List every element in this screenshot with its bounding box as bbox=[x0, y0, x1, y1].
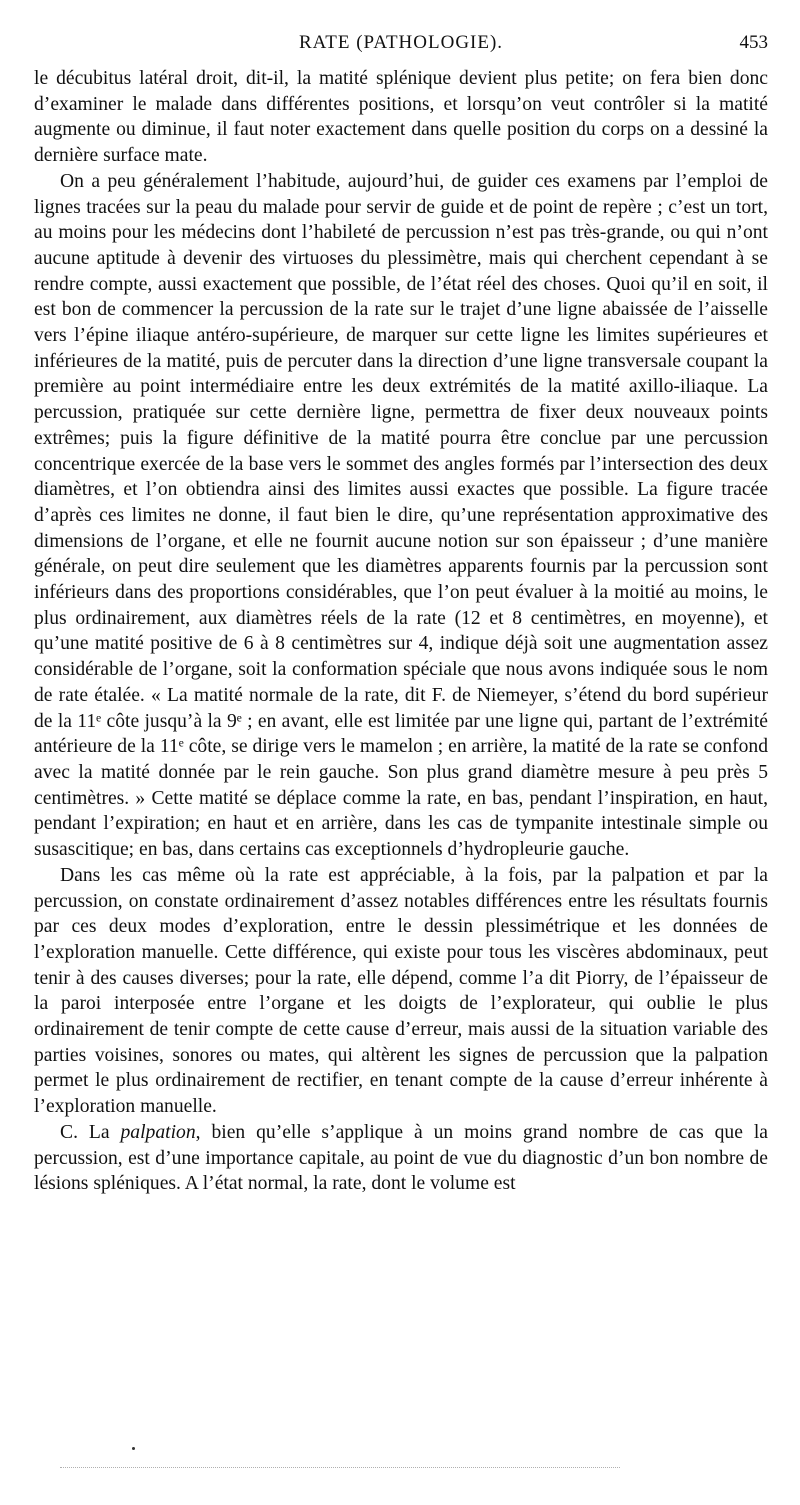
paragraph-palpation-vs-percussion: Dans les cas même où la rate est appréciable, à la fois, par la palpation et par la percussion, on constate ordinairement d’assez notables différences entre les résultats fournis par ces deux modes d’exploration, entre le dessin plessimétrique et les données de l’exploration manuelle. Cette différence, qui existe pour tous les viscères abdominaux, peut tenir à des causes diverses; pour la rate, elle dépend, comme l’a dit Piorry, de l’épaisseur de la paroi interposée entre l’organe et les doigts de l’explorateur, qui oublie le plus ordinairement de tenir compte de cette cause d’erreur, mais aussi de la situation variable des parties voisines, sonores ou mates, qui altèrent les signes de percussion que la palpation permet le plus ordinairement de rectifier, en tenant compte de la cause d’erreur inhérente à l’exploration manuelle. bbox=[34, 864, 768, 1118]
page-number: 453 bbox=[739, 32, 768, 53]
running-title: RATE (PATHOLOGIE). bbox=[298, 32, 504, 53]
paragraph-continuation: le décubitus latéral droit, dit-il, la matité splénique devient plus petite; on fera bien donc d’examiner le malade dans différentes positions, et lorsqu’on veut contrôler si la matité augmente ou diminue, il faut noter exactement dans quelle position du corps on a dessiné la dernière surface mate. bbox=[34, 68, 768, 167]
section-lead: C. La bbox=[60, 1121, 121, 1143]
paragraph-palpation-section bbox=[34, 1120, 768, 1197]
body-text bbox=[34, 66, 768, 1197]
section-term-palpation: palpation bbox=[120, 1121, 196, 1143]
print-speck bbox=[132, 1447, 135, 1450]
section-text: , bien qu’elle s’applique à un moins grand nombre de cas que la percussion, est d’une importance capitale, au point de vue du diagnostic d’un bon nombre de lésions spléniques. A l’état normal, la rate, dont le volume est bbox=[34, 1121, 768, 1195]
running-header bbox=[34, 32, 768, 60]
bleed-through-line bbox=[60, 1467, 620, 1468]
paragraph-percussion-method: On a peu généralement l’habitude, aujourd’hui, de guider ces examens par l’emploi de lignes tracées sur la peau du malade pour servir de guide et de point de repère ; c’est un tort, au moins pour les médecins dont l’habileté de percussion n’est pas très-grande, ou qui n’ont aucune aptitude à devenir des virtuoses du plessimètre, mais qui cherchent cependant à se rendre compte, aussi exactement que possible, de l’état réel des choses. Quoi qu’il en soit, il est bon de commencer la percussion de la rate sur le trajet d’une ligne abaissée de l’aisselle vers l’épine iliaque antéro-supérieure, de marquer sur cette ligne les limites supérieures et inférieures de la matité, puis de percuter dans la direction d’une ligne transversale coupant la première au point intermédiaire entre les deux extrémités de la matité axillo-iliaque. La percussion, pratiquée sur cette dernière ligne, permettra de fixer deux nouveaux points extrêmes; puis la figure définitive de la matité pourra être conclue par une percussion concentrique exercée de la base vers le sommet des angles formés par l’intersection des deux diamètres, et l’on obtiendra ainsi des limites aussi exactes que possible. La figure tracée d’après ces limites ne donne, il faut bien le dire, qu’une représentation approximative des dimensions de l’organe, et elle ne fournit aucune notion sur son épaisseur ; d’une manière générale, on peut dire seulement que les diamètres apparents fournis par la percussion sont inférieurs dans des proportions considérables, que l’on peut évaluer à la moitié au moins, le plus ordinairement, aux diamètres réels de la rate (12 et 8 centimètres, en moyenne), et qu’une matité positive de 6 à 8 centimètres sur 4, indique déjà soit une augmentation assez considérable de l’organe, soit la conformation spéciale que nous avons indiquée sous le nom de rate étalée. « La matité normale de la rate, dit F. de Niemeyer, s’étend du bord supérieur de la 11ᵉ côte jusqu’à la 9ᵉ ; en avant, elle est limitée par une ligne qui, partant de l’extrémité antérieure de la 11ᵉ côte, se dirige vers le mamelon ; en arrière, la matité de la rate se confond avec la matité donnée par le rein gauche. Son plus grand diamètre mesure à peu près 5 centimètres. » Cette matité se déplace comme la rate, en bas, pendant l’inspiration, en haut, pendant l’expiration; en haut et en arrière, dans les cas de tympanite intestinale simple ou susascitique; en bas, dans certains cas exceptionnels d’hydropleurie gauche. bbox=[34, 170, 768, 861]
